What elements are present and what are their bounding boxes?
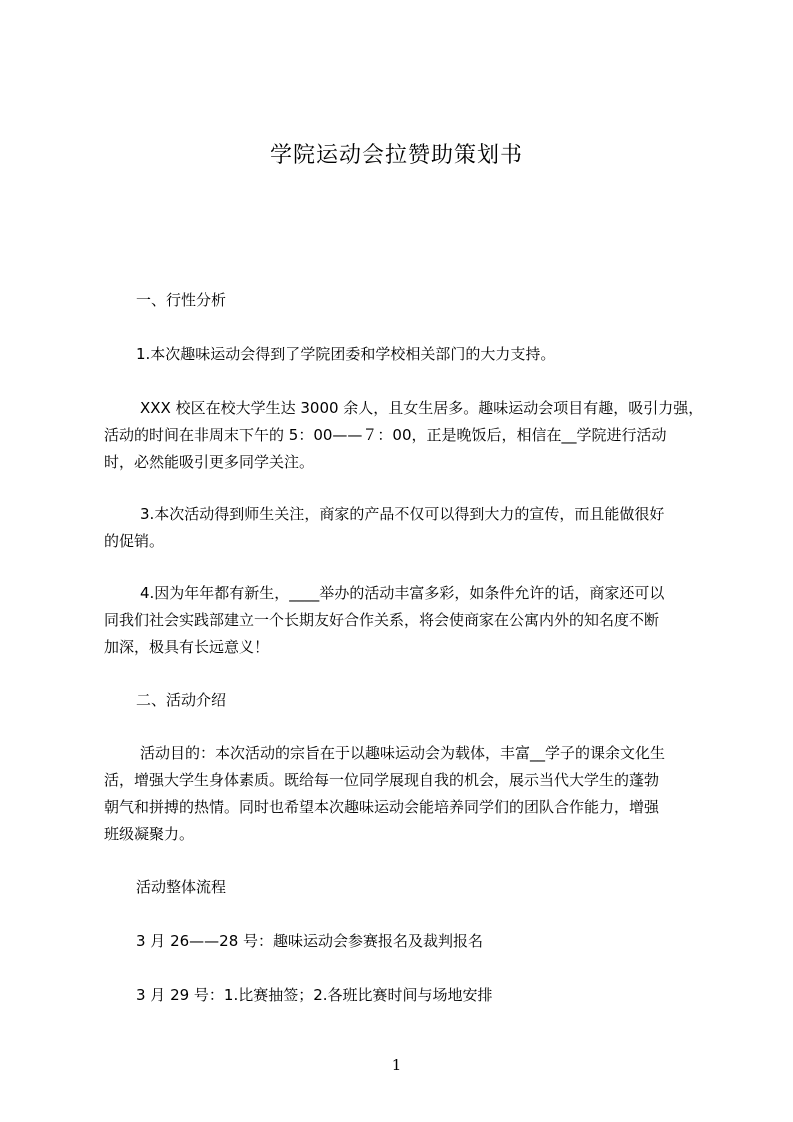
- section-heading-feasibility: 一、行性分析: [136, 291, 227, 309]
- paragraph-line: 朝气和拼搏的热情。同时也希望本次趣味运动会能培养同学们的团队合作能力，增强: [104, 798, 660, 816]
- page-number: 1: [391, 1056, 402, 1074]
- paragraph-line: 时，必然能吸引更多同学关注。: [104, 453, 315, 471]
- paragraph-line: 活，增强大学生身体素质。既给每一位同学展现自我的机会，展示当代大学生的蓬勃: [104, 771, 660, 789]
- paragraph-line: 3.本次活动得到师生关注，商家的产品不仅可以得到大力的宣传，而且能做很好: [140, 505, 665, 523]
- paragraph-line: 的促销。: [104, 532, 165, 550]
- section-heading-introduction: 二、活动介绍: [136, 691, 227, 709]
- schedule-item: 3 月 26——28 号：趣味运动会参赛报名及裁判报名: [136, 932, 484, 950]
- paragraph-line: 4.因为年年都有新生，____举办的活动丰富多彩，如条件允许的话，商家还可以: [140, 584, 665, 602]
- subheading-overall-process: 活动整体流程: [136, 878, 227, 896]
- paragraph-line: XXX 校区在校大学生达 3000 余人，且女生居多。趣味运动会项目有趣，吸引力强，: [140, 399, 704, 417]
- paragraph-line: 班级凝聚力。: [104, 825, 195, 843]
- paragraph-line: 1.本次趣味运动会得到了学院团委和学校相关部门的大力支持。: [136, 345, 556, 363]
- paragraph-line: 活动目的：本次活动的宗旨在于以趣味运动会为载体，丰富__学子的课余文化生: [140, 744, 666, 762]
- paragraph-line: 同我们社会实践部建立一个长期友好合作关系，将会使商家在公寓内外的知名度不断: [104, 611, 660, 629]
- document-title: 学院运动会拉赞助策划书: [269, 143, 523, 168]
- paragraph-line: 加深，极具有长远意义！: [104, 638, 270, 656]
- paragraph-line: 活动的时间在非周末下午的 5：00——７：00，正是晚饭后，相信在__学院进行活动: [104, 426, 667, 444]
- schedule-item: 3 月 29 号：1.比赛抽签；2.各班比赛时间与场地安排: [136, 986, 493, 1004]
